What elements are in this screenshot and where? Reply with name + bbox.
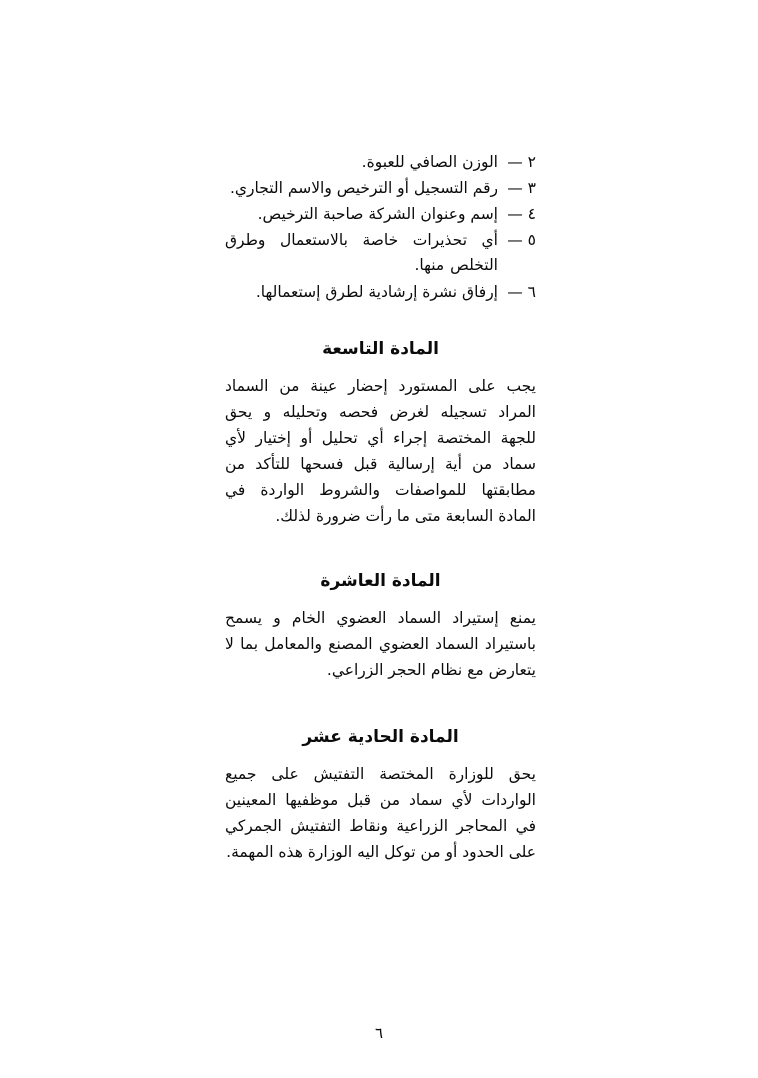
section-body: يجب على المستورد إحضار عينة من السماد المراد تسجيله لغرض فحصه وتحليله و يحق للجهة المختصة إجراء أي تحليل أو إختيار لأي سماد من أية إرسالية قبل فسحها للتأكد من مطابقتها للمواصفات والشروط الواردة في المادة السابعة متى ما رأت ضرورة لذلك. (225, 376, 536, 525)
list-item-marker: ٢ — (507, 153, 536, 171)
list-item (225, 228, 536, 278)
list-item (225, 176, 536, 201)
document-content (225, 150, 536, 865)
section-body: يمنع إستيراد السماد العضوي الخام و يسمح باستيراد السماد العضوي المصنع والمعامل بما لا يتعارض مع نظام الحجر الزراعي. (225, 608, 536, 679)
list-item (225, 202, 536, 227)
list-item-marker: ٤ — (507, 205, 536, 224)
list-item-marker: ٥ — (507, 231, 536, 250)
section-heading: المادة الحادية عشر (302, 726, 459, 747)
section-article-nine (225, 339, 536, 529)
list-item-marker: ٣ — (507, 179, 536, 198)
list-item-text: إسم وعنوان الشركة صاحبة الترخيص. (257, 205, 498, 224)
section-heading: المادة العاشرة (320, 570, 441, 591)
list-item-marker: ٦ — (507, 282, 536, 301)
page-number: ٦ (374, 1024, 384, 1042)
list-item-text: أي تحذيرات خاصة بالاستعمال وطرق التخلص منها. (225, 231, 498, 275)
section-body: يحق للوزارة المختصة التفتيش على جميع الواردات لأي سماد من قبل موظفيها المعينين في المحاجر الزراعية ونقاط التفتيش الجمركي على الحدود أو من توكل اليه الوزارة هذه المهمة. (225, 764, 536, 862)
list-item-text: رقم التسجيل أو الترخيص والاسم التجاري. (229, 179, 498, 198)
numbered-list (225, 150, 536, 305)
list-item (225, 150, 536, 175)
list-item-text: إرفاق نشرة إرشادية لطرق إستعمالها. (255, 282, 498, 301)
section-article-ten (225, 571, 536, 683)
list-item (225, 280, 536, 305)
list-item-text: الوزن الصافي للعبوة. (361, 153, 498, 171)
section-article-eleven (225, 727, 536, 865)
section-heading: المادة التاسعة (322, 338, 439, 359)
